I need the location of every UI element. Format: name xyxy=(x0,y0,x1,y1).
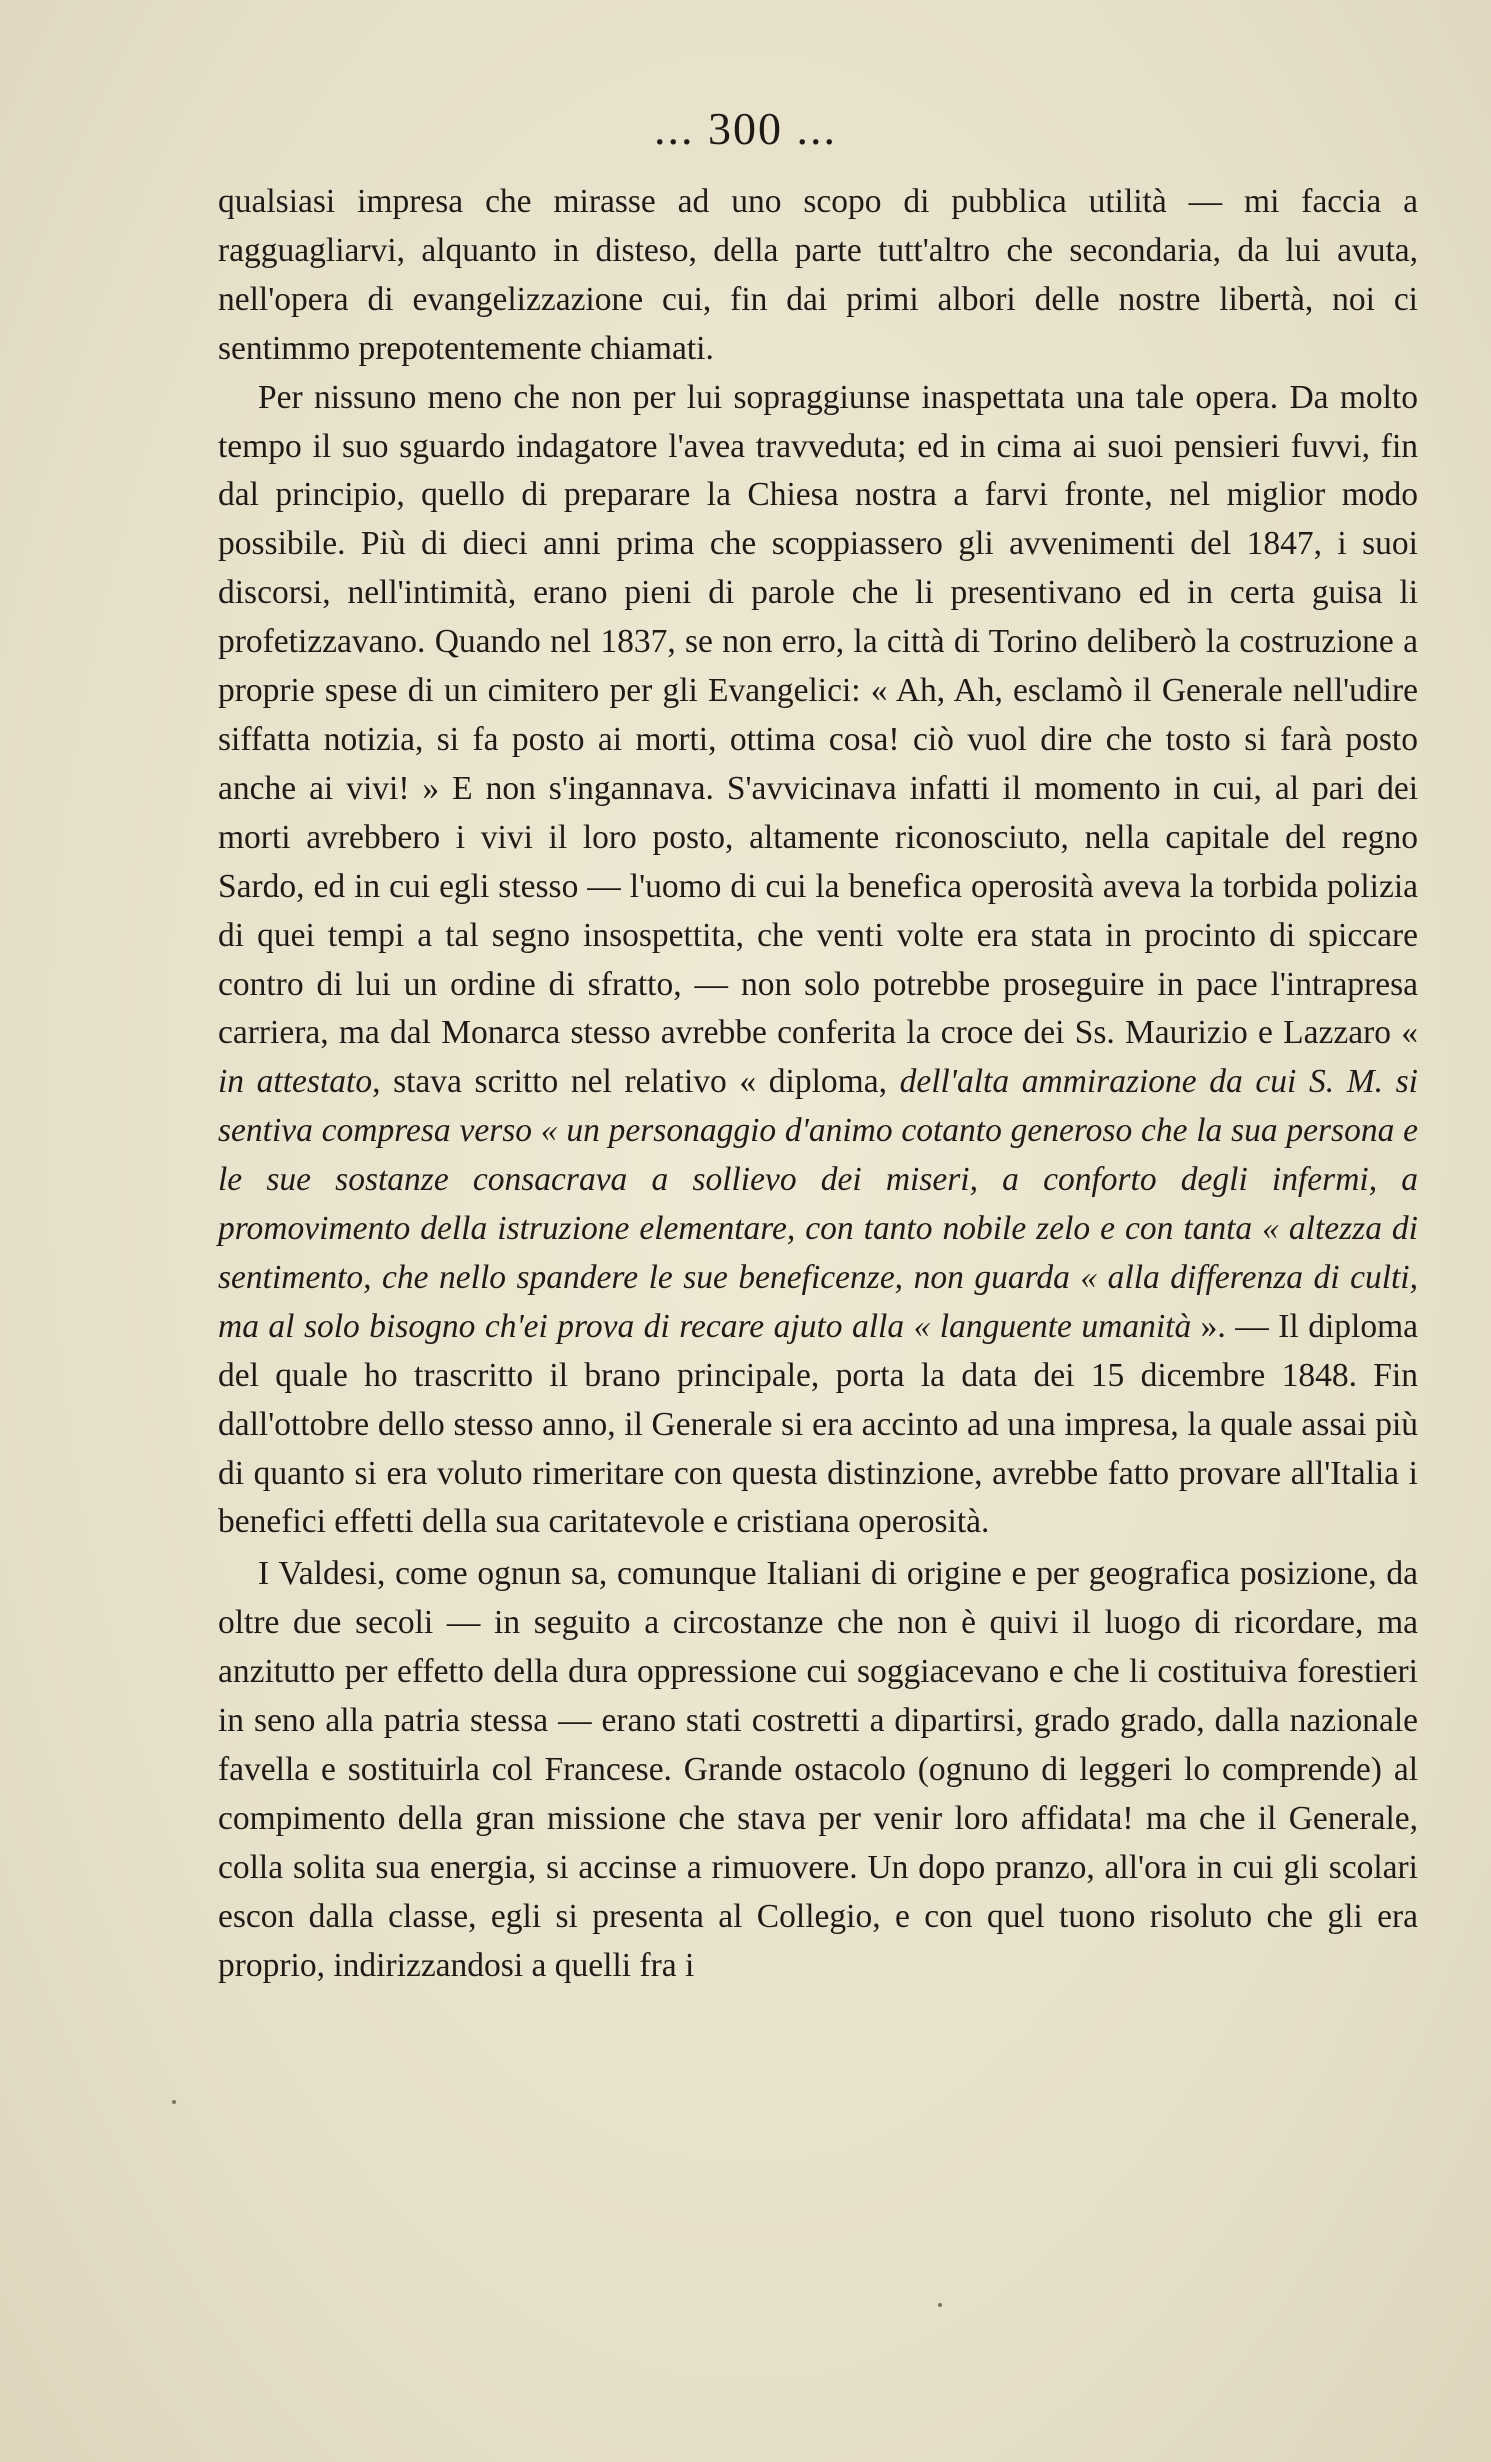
paper-speck xyxy=(172,2100,176,2104)
paragraph-3 xyxy=(218,1550,1418,1990)
paper-speck xyxy=(938,2303,942,2307)
text-run: Per nissuno meno che non per lui sopraggiunse inaspettata una tale opera. Da molto tempo il suo sguardo indagatore l'avea travveduta; ed in cima ai suoi pensieri fuvvi, fin dal principio, quello di preparare la Chiesa nostra a farvi fronte, nel miglior modo possibile. Più di dieci anni prima che scoppiassero gli avvenimenti del 1847, i suoi discorsi, nell'intimità, erano pieni di parole che li presentivano ed in certa guisa li profetizzavano. Quando nel 1837, se non erro, la città di Torino deliberò la costruzione a proprie spese di un cimitero per gli Evangelici: « Ah, Ah, esclamò il Generale nell'udire siffatta notizia, si fa posto ai morti, ottima cosa! ciò vuol dire che tosto si farà posto anche ai vivi! » E non s'ingannava. S'avvicinava infatti il momento in cui, al pari dei morti avrebbero i vivi il loro posto, altamente riconosciuto, nella capitale del regno Sardo, ed in cui egli stesso — l'uomo di cui la benefica operosità aveva la torbida polizia di quei tempi a tal segno insospettita, che venti volte era stata in procinto di spiccare contro di lui un ordine di sfratto, — non solo potrebbe proseguire in pace l'intrapresa carriera, ma dal Monarca stesso avrebbe conferita la croce dei Ss. Maurizio e Lazzaro « xyxy=(218,378,1418,1052)
paragraph-1 xyxy=(218,178,1418,374)
paragraph-2 xyxy=(218,374,1418,1548)
text-run: ». — Il diploma del quale ho trascritto il brano principale, porta la data dei 15 dicembre 1848. Fin dall'ottobre dello stesso anno, il Generale si era accinto ad una impresa, la quale assai più di quanto si era voluto rimeritare con questa distinzione, avrebbe fatto provare all'Italia i benefici effetti della sua caritatevole e cristiana operosità. xyxy=(218,1307,1418,1541)
page-body-text xyxy=(218,178,1418,1991)
text-run: I Valdesi, come ognun sa, comunque Italiani di origine e per geografica posizione, da oltre due secoli — in seguito a circostanze che non è quivi il luogo di ricordare, ma anzitutto per effetto della dura oppressione cui soggiacevano e che li costituiva forestieri in seno alla patria stessa — erano stati costretti a dipartirsi, grado grado, dalla nazionale favella e sostituirla col Francese. Grande ostacolo (ognuno di leggeri lo comprende) al compimento della gran missione che stava per venir loro affidata! ma che il Generale, colla solita sua energia, si accinse a rimuovere. Un dopo pranzo, all'ora in cui gli scolari escon dalla classe, egli si presenta al Collegio, e con quel tuono risoluto che gli era proprio, indirizzandosi a quelli fra i xyxy=(218,1555,1418,1984)
italic-text-run: in attestato xyxy=(218,1063,373,1101)
text-run: , stava scritto nel relativo « diploma, xyxy=(372,1063,900,1101)
italic-text-run: dell'alta ammirazione da cui S. M. si sentiva compresa verso « un personaggio d'animo cotanto generoso che la sua persona e le sue sostanze consacrava a sollievo dei miseri, a conforto degli infermi, a promovimento della istruzione elementare, con tanto nobile zelo e con tanta « altezza di sentimento, che nello spandere le sue beneficenze, non guarda « alla differenza di culti, ma al solo bisogno ch'ei prova di recare ajuto alla « languente umanità xyxy=(218,1063,1418,1345)
text-run: qualsiasi impresa che mirasse ad uno scopo di pubblica utilità — mi faccia a ragguagliarvi, alquanto in disteso, della parte tutt'altro che secondaria, da lui avuta, nell'opera di evangelizzazione cui, fin dai primi albori delle nostre libertà, noi ci sentimmo prepotentemente chiamati. xyxy=(218,183,1418,367)
page-number-header: ... 300 ... xyxy=(654,103,837,154)
